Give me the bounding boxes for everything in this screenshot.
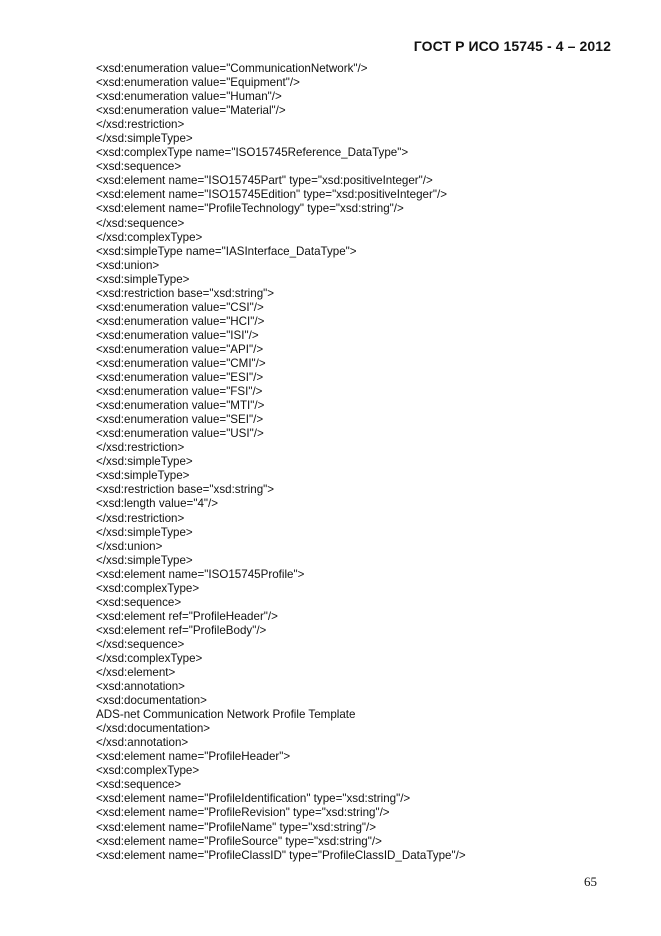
code-line: <xsd:element name="ProfileIdentification" type="xsd:string"/> — [96, 792, 411, 806]
code-line: <xsd:element ref="ProfileHeader"/> — [96, 609, 278, 623]
code-line: <xsd:element name="ProfileHeader"> — [96, 750, 291, 764]
code-line: <xsd:enumeration value="HCI"/> — [96, 314, 265, 328]
code-line: <xsd:restriction base="xsd:string"> — [96, 483, 275, 497]
code-line: <xsd:enumeration value="API"/> — [96, 342, 264, 356]
code-line: </xsd:union> — [96, 539, 163, 553]
code-line: <xsd:enumeration value="CMI"/> — [96, 356, 266, 370]
code-line: <xsd:complexType> — [96, 764, 200, 778]
code-line: </xsd:sequence> — [96, 216, 185, 230]
code-line: <xsd:sequence> — [96, 595, 182, 609]
code-line: </xsd:restriction> — [96, 441, 185, 455]
code-line: </xsd:simpleType> — [96, 553, 193, 567]
document-header: ГОСТ Р ИСО 15745 - 4 – 2012 — [413, 38, 611, 54]
code-line: <xsd:element name="ProfileTechnology" type="xsd:string"/> — [96, 202, 404, 216]
code-line: <xsd:enumeration value="ESI"/> — [96, 371, 264, 385]
code-line: </xsd:element> — [96, 666, 176, 680]
code-line: <xsd:element name="ProfileClassID" type="ProfileClassID_DataType"/> — [96, 848, 466, 862]
code-line: <xsd:simpleType> — [96, 469, 190, 483]
code-line: <xsd:element name="ProfileSource" type="xsd:string"/> — [96, 834, 382, 848]
code-line: <xsd:sequence> — [96, 778, 182, 792]
code-line: </xsd:simpleType> — [96, 455, 193, 469]
code-line: <xsd:enumeration value="CSI"/> — [96, 300, 264, 314]
code-line: </xsd:simpleType> — [96, 132, 193, 146]
code-line: </xsd:annotation> — [96, 736, 189, 750]
code-line: <xsd:complexType name="ISO15745Reference_DataType"> — [96, 146, 409, 160]
code-line: </xsd:sequence> — [96, 637, 185, 651]
code-line: </xsd:simpleType> — [96, 525, 193, 539]
code-line: <xsd:enumeration value="MTI"/> — [96, 399, 265, 413]
code-line: </xsd:restriction> — [96, 118, 185, 132]
code-line: <xsd:element name="ProfileName" type="xsd:string"/> — [96, 820, 377, 834]
code-line: <xsd:element name="ISO15745Edition" type="xsd:positiveInteger"/> — [96, 188, 447, 202]
code-line: <xsd:enumeration value="FSI"/> — [96, 385, 263, 399]
code-line: <xsd:element name="ISO15745Profile"> — [96, 567, 305, 581]
code-line: <xsd:union> — [96, 258, 160, 272]
code-line: ADS-net Communication Network Profile Template — [96, 708, 356, 722]
code-line: <xsd:complexType> — [96, 581, 200, 595]
code-line: <xsd:enumeration value="SEI"/> — [96, 413, 264, 427]
code-line: <xsd:element ref="ProfileBody"/> — [96, 623, 267, 637]
code-line: <xsd:element name="ISO15745Part" type="xsd:positiveInteger"/> — [96, 174, 433, 188]
code-line: <xsd:length value="4"/> — [96, 497, 219, 511]
code-line: <xsd:annotation> — [96, 680, 185, 694]
code-line: <xsd:sequence> — [96, 160, 182, 174]
code-line: <xsd:enumeration value="ISI"/> — [96, 328, 259, 342]
code-line: <xsd:restriction base="xsd:string"> — [96, 286, 275, 300]
code-line: </xsd:complexType> — [96, 230, 203, 244]
code-line: <xsd:enumeration value="Equipment"/> — [96, 76, 300, 90]
code-line: <xsd:enumeration value="Human"/> — [96, 90, 282, 104]
code-line: <xsd:documentation> — [96, 694, 207, 708]
code-line: <xsd:enumeration value="USI"/> — [96, 427, 264, 441]
xsd-code-listing — [96, 62, 466, 863]
code-line: <xsd:simpleType> — [96, 272, 190, 286]
code-line: <xsd:simpleType name="IASInterface_DataType"> — [96, 244, 357, 258]
code-line: <xsd:enumeration value="CommunicationNetwork"/> — [96, 62, 368, 75]
code-line: </xsd:complexType> — [96, 651, 203, 665]
code-line: <xsd:enumeration value="Material"/> — [96, 104, 286, 118]
code-line: <xsd:element name="ProfileRevision" type="xsd:string"/> — [96, 806, 390, 820]
code-line: </xsd:documentation> — [96, 722, 211, 736]
page-number: 65 — [584, 874, 597, 889]
code-line: </xsd:restriction> — [96, 511, 185, 525]
